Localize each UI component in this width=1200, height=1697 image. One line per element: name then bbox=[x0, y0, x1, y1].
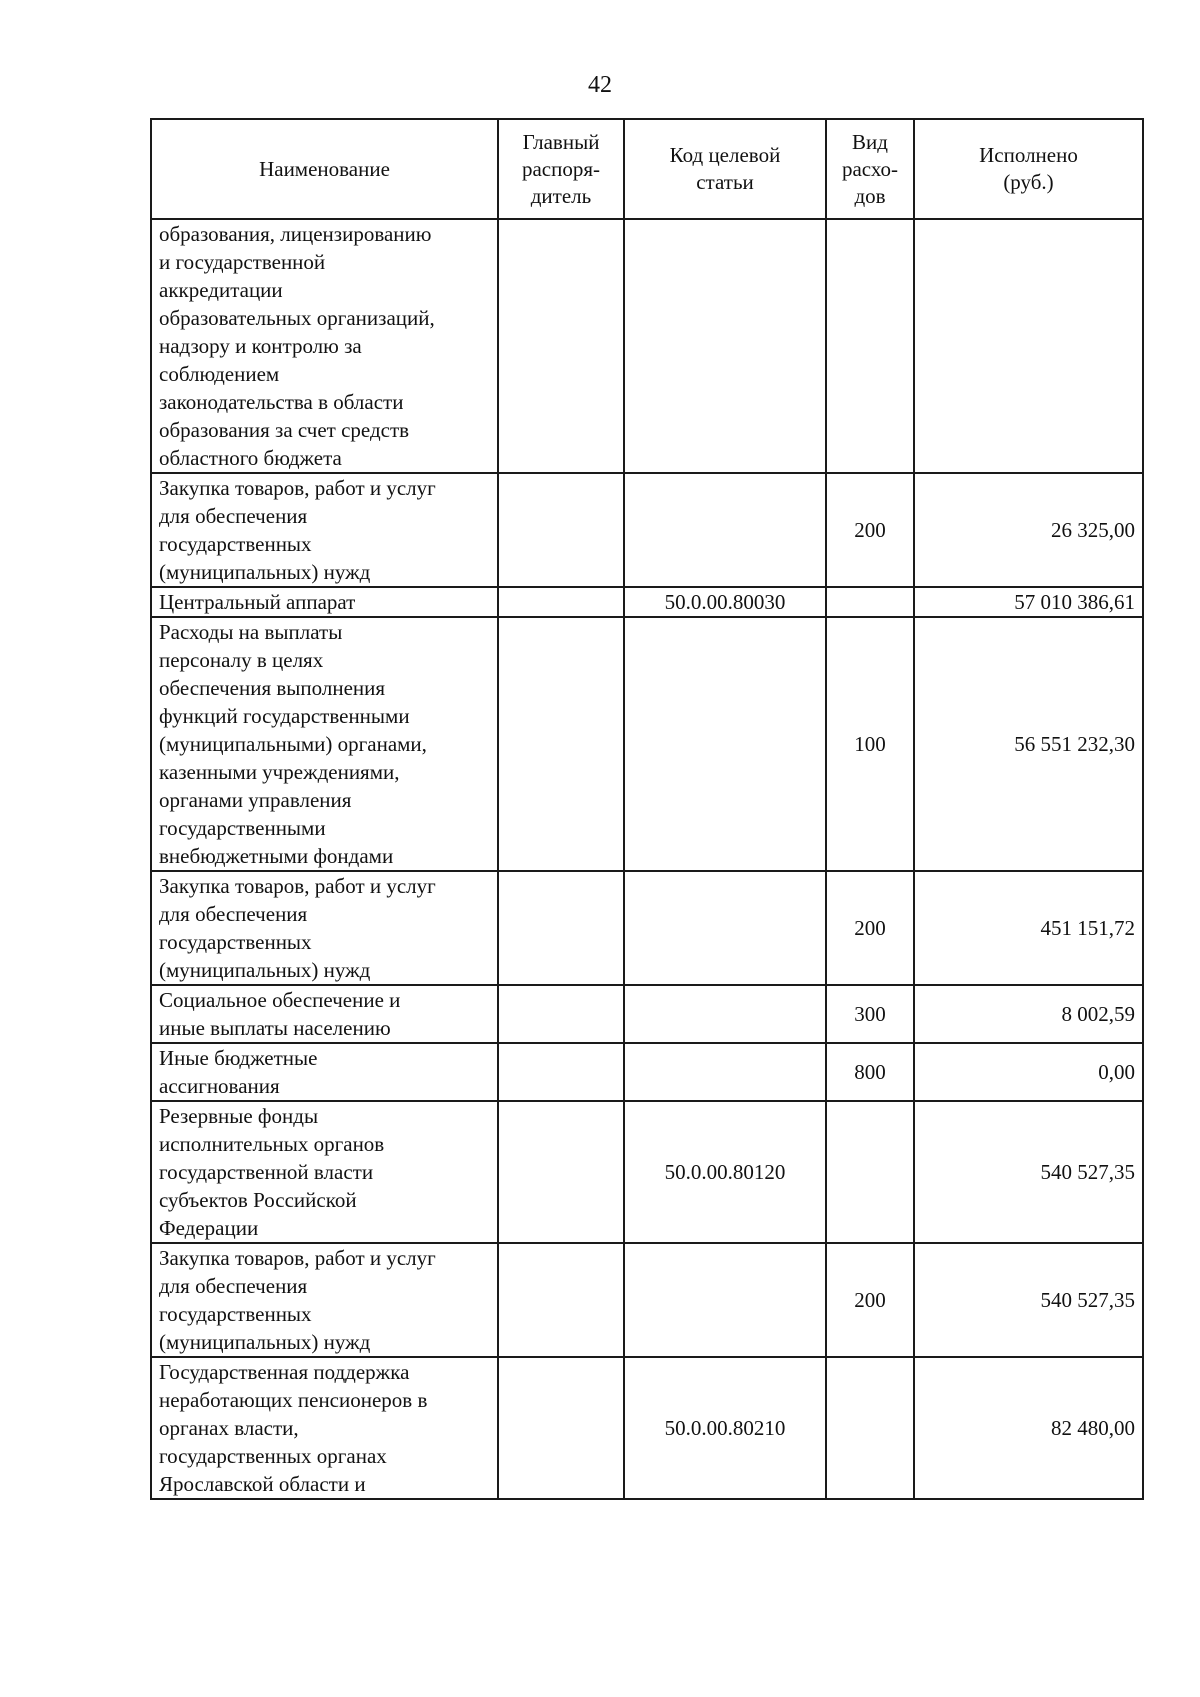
table-row bbox=[151, 473, 1143, 587]
row-executed bbox=[914, 219, 1143, 473]
table-header-row bbox=[151, 119, 1143, 219]
table-row bbox=[151, 1101, 1143, 1243]
row-type: 200 bbox=[826, 1243, 914, 1357]
row-manager bbox=[498, 1357, 624, 1499]
row-executed: 451 151,72 bbox=[914, 871, 1143, 985]
table-row bbox=[151, 1357, 1143, 1499]
row-manager bbox=[498, 1043, 624, 1101]
row-name: Иные бюджетные ассигнования bbox=[151, 1043, 498, 1101]
row-manager bbox=[498, 985, 624, 1043]
row-manager bbox=[498, 617, 624, 871]
column-header-name: Наименование bbox=[151, 119, 498, 219]
row-code bbox=[624, 985, 826, 1043]
column-header-type: Вид расхо- дов bbox=[826, 119, 914, 219]
row-executed: 26 325,00 bbox=[914, 473, 1143, 587]
row-code bbox=[624, 473, 826, 587]
row-manager bbox=[498, 219, 624, 473]
row-executed: 82 480,00 bbox=[914, 1357, 1143, 1499]
table-row bbox=[151, 985, 1143, 1043]
row-name: Социальное обеспечение и иные выплаты населению bbox=[151, 985, 498, 1043]
row-executed: 57 010 386,61 bbox=[914, 587, 1143, 617]
row-code: 50.0.00.80210 bbox=[624, 1357, 826, 1499]
row-type bbox=[826, 219, 914, 473]
row-type bbox=[826, 587, 914, 617]
row-code bbox=[624, 871, 826, 985]
row-type: 800 bbox=[826, 1043, 914, 1101]
column-header-code: Код целевой статьи bbox=[624, 119, 826, 219]
row-manager bbox=[498, 1101, 624, 1243]
row-code bbox=[624, 219, 826, 473]
row-code bbox=[624, 1043, 826, 1101]
row-manager bbox=[498, 871, 624, 985]
row-manager bbox=[498, 587, 624, 617]
row-name: Закупка товаров, работ и услуг для обеспечения государственных (муниципальных) нужд bbox=[151, 871, 498, 985]
row-type: 200 bbox=[826, 871, 914, 985]
row-executed: 0,00 bbox=[914, 1043, 1143, 1101]
row-code: 50.0.00.80120 bbox=[624, 1101, 826, 1243]
row-name: Закупка товаров, работ и услуг для обеспечения государственных (муниципальных) нужд bbox=[151, 1243, 498, 1357]
row-type bbox=[826, 1357, 914, 1499]
table-row bbox=[151, 587, 1143, 617]
row-name: Государственная поддержка неработающих пенсионеров в органах власти, государственных органах Ярославской области и bbox=[151, 1357, 498, 1499]
table-row bbox=[151, 871, 1143, 985]
row-type bbox=[826, 1101, 914, 1243]
row-manager bbox=[498, 473, 624, 587]
table-row bbox=[151, 219, 1143, 473]
row-executed: 56 551 232,30 bbox=[914, 617, 1143, 871]
row-executed: 540 527,35 bbox=[914, 1243, 1143, 1357]
row-type: 200 bbox=[826, 473, 914, 587]
page-number: 42 bbox=[588, 72, 612, 98]
row-name: Закупка товаров, работ и услуг для обеспечения государственных (муниципальных) нужд bbox=[151, 473, 498, 587]
row-name: Расходы на выплаты персоналу в целях обеспечения выполнения функций государственными (муниципальными) органами, казенными учреждениями, органами управления государственными внебюджетными фондами bbox=[151, 617, 498, 871]
row-type: 300 bbox=[826, 985, 914, 1043]
table-row bbox=[151, 1043, 1143, 1101]
row-type: 100 bbox=[826, 617, 914, 871]
row-manager bbox=[498, 1243, 624, 1357]
column-header-executed: Исполнено (руб.) bbox=[914, 119, 1143, 219]
table-row bbox=[151, 1243, 1143, 1357]
row-name: Центральный аппарат bbox=[151, 587, 498, 617]
row-executed: 540 527,35 bbox=[914, 1101, 1143, 1243]
row-code: 50.0.00.80030 bbox=[624, 587, 826, 617]
budget-table bbox=[150, 118, 1144, 1500]
row-name: образования, лицензированию и государственной аккредитации образовательных организаций, надзору и контролю за соблюдением законодательства в области образования за счет средств областного бюджета bbox=[151, 219, 498, 473]
row-executed: 8 002,59 bbox=[914, 985, 1143, 1043]
row-code bbox=[624, 1243, 826, 1357]
table-row bbox=[151, 617, 1143, 871]
row-name: Резервные фонды исполнительных органов государственной власти субъектов Российской Федерации bbox=[151, 1101, 498, 1243]
row-code bbox=[624, 617, 826, 871]
column-header-manager: Главный распоря- дитель bbox=[498, 119, 624, 219]
